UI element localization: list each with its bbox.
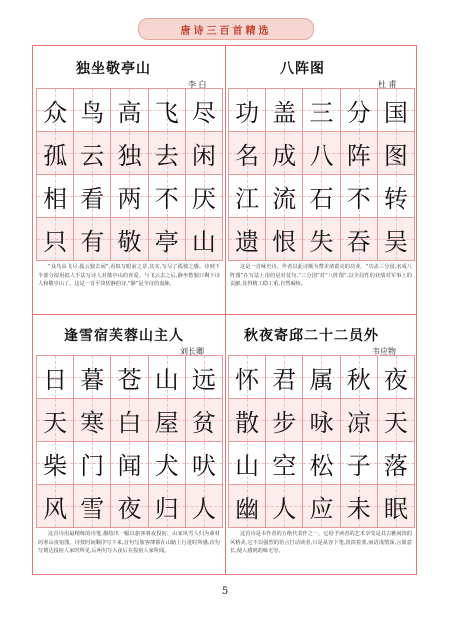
character-cell xyxy=(229,399,266,442)
character-cell xyxy=(149,442,186,485)
character-cell xyxy=(378,399,415,442)
character-cell xyxy=(303,89,340,132)
character-cell xyxy=(37,485,74,528)
calligraphy-character: 属 xyxy=(309,365,334,394)
character-cell xyxy=(37,356,74,399)
calligraphy-character: 独 xyxy=(117,141,142,170)
calligraphy-character: 子 xyxy=(346,451,371,480)
character-cell xyxy=(229,89,266,132)
character-cell xyxy=(341,442,378,485)
character-cell xyxy=(74,485,111,528)
poem-title: 秋夜寄邱二十二员外 xyxy=(244,328,379,344)
calligraphy-character: 人 xyxy=(191,494,216,523)
character-cell xyxy=(74,218,111,261)
character-cell xyxy=(378,485,415,528)
page-number: 5 xyxy=(221,586,229,597)
book-header-banner xyxy=(138,18,314,40)
calligraphy-character: 敬 xyxy=(117,227,142,256)
calligraphy-character: 空 xyxy=(272,451,297,480)
calligraphy-character: 柴 xyxy=(43,451,68,480)
character-cell xyxy=(341,399,378,442)
calligraphy-character: 应 xyxy=(309,494,334,523)
calligraphy-character: 名 xyxy=(235,141,260,170)
calligraphy-character: 山 xyxy=(154,365,179,394)
calligraphy-character: 不 xyxy=(154,184,179,213)
calligraphy-character: 幽 xyxy=(235,494,260,523)
poem-title: 八阵图 xyxy=(280,61,325,77)
calligraphy-character: 屋 xyxy=(154,408,179,437)
character-cell xyxy=(229,132,266,175)
calligraphy-character: 夜 xyxy=(383,365,408,394)
calligraphy-character: 闲 xyxy=(191,141,216,170)
calligraphy-character: 远 xyxy=(191,365,216,394)
character-cell xyxy=(149,356,186,399)
character-cell xyxy=(37,218,74,261)
calligraphy-character: 暮 xyxy=(80,365,105,394)
character-cell xyxy=(149,175,186,218)
character-cell xyxy=(378,132,415,175)
character-cell xyxy=(266,399,303,442)
calligraphy-character: 凉 xyxy=(346,408,371,437)
calligraphy-character: 门 xyxy=(80,451,105,480)
calligraphy-character: 相 xyxy=(43,184,68,213)
character-cell xyxy=(74,89,111,132)
character-cell xyxy=(378,442,415,485)
poem-author: 韦应物 xyxy=(372,347,396,356)
calligraphy-character: 厌 xyxy=(191,184,216,213)
calligraphy-character: 国 xyxy=(383,98,408,127)
calligraphy-character: 松 xyxy=(309,451,334,480)
character-grid xyxy=(36,355,223,528)
calligraphy-character: 天 xyxy=(383,408,408,437)
character-cell xyxy=(37,399,74,442)
calligraphy-character: 贫 xyxy=(191,408,216,437)
character-cell xyxy=(149,89,186,132)
calligraphy-character: 归 xyxy=(154,494,179,523)
character-cell xyxy=(341,132,378,175)
calligraphy-character: 未 xyxy=(346,494,371,523)
calligraphy-character: 不 xyxy=(346,184,371,213)
calligraphy-character: 步 xyxy=(272,408,297,437)
calligraphy-character: 流 xyxy=(272,184,297,213)
character-cell xyxy=(303,442,340,485)
character-cell xyxy=(37,442,74,485)
calligraphy-character: 高 xyxy=(117,98,142,127)
calligraphy-character: 尽 xyxy=(191,98,216,127)
calligraphy-character: 众 xyxy=(43,98,68,127)
character-cell xyxy=(149,218,186,261)
vertical-divider xyxy=(225,45,226,575)
poem-note: 这是一首咏史诗。作者以此诗颇为赞美诸葛亮的功业。“功盖三分国,名成八阵图”在写法上用的是对仗句,“三分国”对“八阵图”,以全局性的业绩对军事上的贡献,显得精工稳工重,自然凝练。 xyxy=(230,264,412,287)
poem-title: 独坐敬亭山 xyxy=(76,61,151,77)
calligraphy-character: 有 xyxy=(80,227,105,256)
character-cell xyxy=(74,442,111,485)
calligraphy-character: 两 xyxy=(117,184,142,213)
character-grid xyxy=(36,88,223,261)
calligraphy-character: 石 xyxy=(309,184,334,213)
character-cell xyxy=(111,485,148,528)
poem-author: 李 白 xyxy=(188,80,207,89)
character-cell xyxy=(229,485,266,528)
character-cell xyxy=(341,175,378,218)
character-cell xyxy=(229,356,266,399)
character-cell xyxy=(149,485,186,528)
calligraphy-character: 成 xyxy=(272,141,297,170)
calligraphy-character: 犬 xyxy=(154,451,179,480)
character-cell xyxy=(37,89,74,132)
character-cell xyxy=(266,89,303,132)
calligraphy-character: 吞 xyxy=(346,227,371,256)
calligraphy-character: 苍 xyxy=(117,365,142,394)
calligraphy-character: 亭 xyxy=(154,227,179,256)
character-cell xyxy=(378,218,415,261)
character-cell xyxy=(186,218,223,261)
character-cell xyxy=(303,356,340,399)
calligraphy-character: 三 xyxy=(309,98,334,127)
character-cell xyxy=(303,132,340,175)
calligraphy-character: 吴 xyxy=(383,227,408,256)
calligraphy-character: 夜 xyxy=(117,494,142,523)
calligraphy-character: 盖 xyxy=(272,98,297,127)
character-cell xyxy=(149,399,186,442)
calligraphy-character: 闻 xyxy=(117,451,142,480)
calligraphy-character: 怀 xyxy=(235,365,260,394)
calligraphy-character: 失 xyxy=(309,227,334,256)
calligraphy-character: 转 xyxy=(383,184,408,213)
character-cell xyxy=(303,399,340,442)
character-cell xyxy=(186,175,223,218)
character-cell xyxy=(37,175,74,218)
calligraphy-character: 天 xyxy=(43,408,68,437)
calligraphy-character: 功 xyxy=(235,98,260,127)
calligraphy-character: 八 xyxy=(309,141,334,170)
poem-note: 这首诗用最精练的诗笔,描绘出一幅以旅客暮夜投宿、山家风雪人归为素材的寒山夜宿图。诗按时间顺序写下来,首句写旅客薄暮在山路上行进时所感,次句写到达投宿人家时所见,后两句写入夜后在投宿人家所闻。 xyxy=(38,531,220,554)
character-cell xyxy=(111,356,148,399)
calligraphy-character: 云 xyxy=(80,141,105,170)
character-cell xyxy=(266,132,303,175)
calligraphy-character: 寒 xyxy=(80,408,105,437)
character-cell xyxy=(74,132,111,175)
character-cell xyxy=(74,399,111,442)
character-cell xyxy=(186,132,223,175)
character-cell xyxy=(186,356,223,399)
poem-author: 杜 甫 xyxy=(378,80,397,89)
character-cell xyxy=(149,132,186,175)
calligraphy-character: 江 xyxy=(235,184,260,213)
calligraphy-character: 分 xyxy=(346,98,371,127)
character-cell xyxy=(378,175,415,218)
calligraphy-character: 只 xyxy=(43,227,68,256)
calligraphy-character: 山 xyxy=(191,227,216,256)
calligraphy-character: 鸟 xyxy=(80,98,105,127)
calligraphy-character: 图 xyxy=(383,141,408,170)
character-cell xyxy=(74,175,111,218)
character-cell xyxy=(378,356,415,399)
calligraphy-character: 恨 xyxy=(272,227,297,256)
poem-author: 刘长卿 xyxy=(180,347,204,356)
calligraphy-character: 人 xyxy=(272,494,297,523)
calligraphy-character: 落 xyxy=(383,451,408,480)
poem-title: 逢雪宿芙蓉山主人 xyxy=(64,328,184,344)
character-cell xyxy=(111,218,148,261)
calligraphy-character: 散 xyxy=(235,408,260,437)
character-cell xyxy=(303,485,340,528)
character-cell xyxy=(111,89,148,132)
book-header-text: 唐诗三百首精选 xyxy=(180,25,272,37)
calligraphy-character: 风 xyxy=(43,494,68,523)
character-grid xyxy=(228,355,415,528)
character-cell xyxy=(266,175,303,218)
character-cell xyxy=(341,356,378,399)
character-cell xyxy=(341,218,378,261)
calligraphy-character: 飞 xyxy=(154,98,179,127)
character-cell xyxy=(186,89,223,132)
calligraphy-character: 白 xyxy=(117,408,142,437)
character-cell xyxy=(229,175,266,218)
character-cell xyxy=(186,485,223,528)
character-cell xyxy=(266,356,303,399)
calligraphy-character: 遗 xyxy=(235,227,260,256)
calligraphy-character: 秋 xyxy=(346,365,371,394)
calligraphy-character: 君 xyxy=(272,365,297,394)
character-cell xyxy=(111,399,148,442)
character-cell xyxy=(111,442,148,485)
character-cell xyxy=(378,89,415,132)
character-cell xyxy=(266,442,303,485)
character-cell xyxy=(229,442,266,485)
character-cell xyxy=(186,442,223,485)
character-cell xyxy=(186,399,223,442)
poem-note: “众鸟高飞尽,孤云独去闲”,看似写眼前之景,其实,写尽了孤独之感。诗到下半部分拟用拟人手法写诗人对敬亭山的喜爱。与飞云去之后,静坐愁独只剩下诗人和敬亭山了。这是一首平淡恬静的诗,“静”是全诗的血脉。 xyxy=(38,264,220,287)
poem-note: 这首诗是韦作者的五绝代表作之一。它给予读者的艺术享受是其古雅闲淡的风格美,它不以强烈的语言打动读者,只是从容下笔,淡淡着墨,而语浅情深,言简意长,使人感到韵味无穷。 xyxy=(230,531,412,554)
calligraphy-character: 雪 xyxy=(80,494,105,523)
character-grid xyxy=(228,88,415,261)
character-cell xyxy=(74,356,111,399)
horizontal-divider xyxy=(32,314,417,315)
calligraphy-character: 吠 xyxy=(191,451,216,480)
calligraphy-character: 眠 xyxy=(383,494,408,523)
character-cell xyxy=(303,175,340,218)
calligraphy-character: 咏 xyxy=(309,408,334,437)
character-cell xyxy=(229,218,266,261)
character-cell xyxy=(341,485,378,528)
character-cell xyxy=(111,175,148,218)
character-cell xyxy=(341,89,378,132)
character-cell xyxy=(266,485,303,528)
character-cell xyxy=(303,218,340,261)
character-cell xyxy=(37,132,74,175)
calligraphy-character: 山 xyxy=(235,451,260,480)
calligraphy-character: 看 xyxy=(80,184,105,213)
calligraphy-character: 孤 xyxy=(43,141,68,170)
character-cell xyxy=(266,218,303,261)
calligraphy-character: 去 xyxy=(154,141,179,170)
calligraphy-character: 阵 xyxy=(346,141,371,170)
character-cell xyxy=(111,132,148,175)
calligraphy-character: 日 xyxy=(43,365,68,394)
